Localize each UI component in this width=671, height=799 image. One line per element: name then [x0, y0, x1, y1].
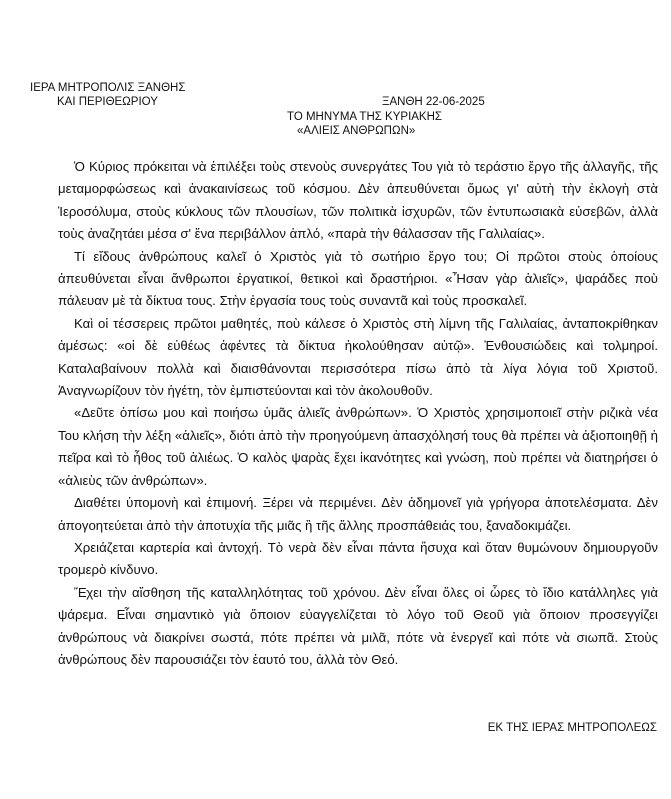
organization-name: ΙΕΡΑ ΜΗΤΡΟΠΟΛΙΣ ΞΑΝΘΗΣ	[30, 82, 186, 94]
paragraph: Χρειάζεται καρτερία καὶ ἀντοχή. Τὸ νερὰ δὲν εἶναι πάντα ἥσυχα καὶ ὅταν θυμώνουν δημιουργοῦν τρομερὸ κίνδυνο.	[58, 539, 658, 578]
document-subject: ΤΟ ΜΗΝΥΜΑ ΤΗΣ ΚΥΡΙΑΚΗΣ	[287, 111, 443, 123]
document-title: «ΑΛΙΕΙΣ ΑΝΘΡΩΠΩΝ»	[297, 125, 416, 137]
organization-region: ΚΑΙ ΠΕΡΙΘΕΩΡΙΟΥ	[57, 96, 158, 108]
message-body	[58, 156, 658, 671]
paragraph: Διαθέτει ὑπομονὴ καὶ ἐπιμονή. Ξέρει νὰ περιμένει. Δὲν ἀδημονεῖ γιὰ γρήγορα ἀποτελέσματα. Δὲν ἀπογοητεύεται ἀπὸ τὴν ἀποτυχία τῆς μιᾶς ἢ τῆς ἄλλης προσπάθειάς του, ξαναδοκιμάζει.	[58, 495, 658, 533]
paragraph: Τί εἴδους ἀνθρώπους καλεῖ ὁ Χριστὸς γιὰ τὸ σωτήριο ἔργο του; Οἱ πρῶτοι στοὺς ὁποίους ἀπευθύνεται εἶναι ἄνθρωποι ἐργατικοί, θετικοὶ καὶ δραστήριοι. «Ἦσαν γὰρ ἁλιεῖς», ψαράδες ποὺ πάλευαν μὲ τὰ δίκτυα τους. Στὴν ἐργασία τους τοὺς συναντᾶ καὶ τοὺς προσκαλεῖ.	[58, 248, 658, 309]
paragraph: Ὁ Κύριος πρόκειται νὰ ἐπιλέξει τοὺς στενοὺς συνεργάτες Του γιὰ τὸ τεράστιο ἔργο τῆς ἀλλαγῆς, τῆς μεταμορφώσεως καὶ ἀνακαινίσεως τοῦ κόσμου. Δὲν ἀπευθύνεται ὅμως γι' αὐτὴ τὴν ἐκλογὴ στὰ Ἱεροσόλυμα, στοὺς κύκλους τῶν πλουσίων, τῶν πολιτικὰ ἰσχυρῶν, τῶν ἐντυπωσιακὰ εὐσεβῶν, ἀλλὰ τοὺς ἀναζητάει μέσα σ' ἕνα περιβάλλον ἁπλό, «παρὰ τὴν θάλασσαν τῆς Γαλιλαίας».	[58, 159, 658, 242]
paragraph: Ἔχει τὴν αἴσθηση τῆς καταλληλότητας τοῦ χρόνου. Δὲν εἶναι ὅλες οἱ ὧρες τὸ ἴδιο κατάλληλες γιὰ ψάρεμα. Εἶναι σημαντικὸ γιὰ ὅποιον εὐαγγελίζεται τὸ λόγο τοῦ Θεοῦ γιὰ ὅποιον προσεγγίζει ἀνθρώπους νὰ διακρίνει σωστά, πότε πρέπει νὰ μιλᾶ, πότε νὰ ἐνεργεῖ καὶ πότε νὰ σιωπᾶ. Στοὺς ἀνθρώπους δὲν παρουσιάζει τὸν ἑαυτό του, ἀλλὰ τὸν Θεό.	[58, 584, 658, 667]
signature: ΕΚ ΤΗΣ ΙΕΡΑΣ ΜΗΤΡΟΠΟΛΕΩΣ	[487, 722, 657, 734]
paragraph: «Δεῦτε ὀπίσω μου καὶ ποιήσω ὑμᾶς ἁλιεῖς ἀνθρώπων». Ὁ Χριστὸς χρησιμοποιεῖ στὴν ριζικὰ νέα Του κλήση τὴν λέξη «ἁλιεῖς», διότι ἀπὸ τὴν προηγούμενη ἀπασχόλησή τους θὰ πρέπει νὰ ἀξιοποιηθῇ ἡ πεῖρα καὶ τὸ ἦθος τοῦ ἁλιέως. Ὁ καλὸς ψαρὰς ἔχει ἱκανότητες καὶ γνώση, ποὺ πρέπει νὰ διατηρήσει ὁ «ἁλιεὺς τῶν ἀνθρώπων».	[58, 405, 658, 488]
paragraph: Καὶ οἱ τέσσερεις πρῶτοι μαθητές, ποὺ κάλεσε ὁ Χριστὸς στὴ λίμνη τῆς Γαλιλαίας, ἀνταποκρίθηκαν ἀμέσως: «οἱ δὲ εὐθέως ἀφέντες τὰ δίκτυα ἠκολούθησαν αὐτῷ». Ἐνθουσιώδεις καὶ τολμηροί. Καταλαβαίνουν πολλὰ καὶ διαισθάνονται περισσότερα πίσω ἀπὸ τὰ λίγα λόγια τοῦ Χριστοῦ. Ἀναγνωρίζουν τὸν ἡγέτη, τὸν ἐμπιστεύονται καὶ τὸν ἀκολουθοῦν.	[58, 315, 658, 399]
place-date: ΞΑΝΘΗ 22-06-2025	[382, 96, 485, 108]
